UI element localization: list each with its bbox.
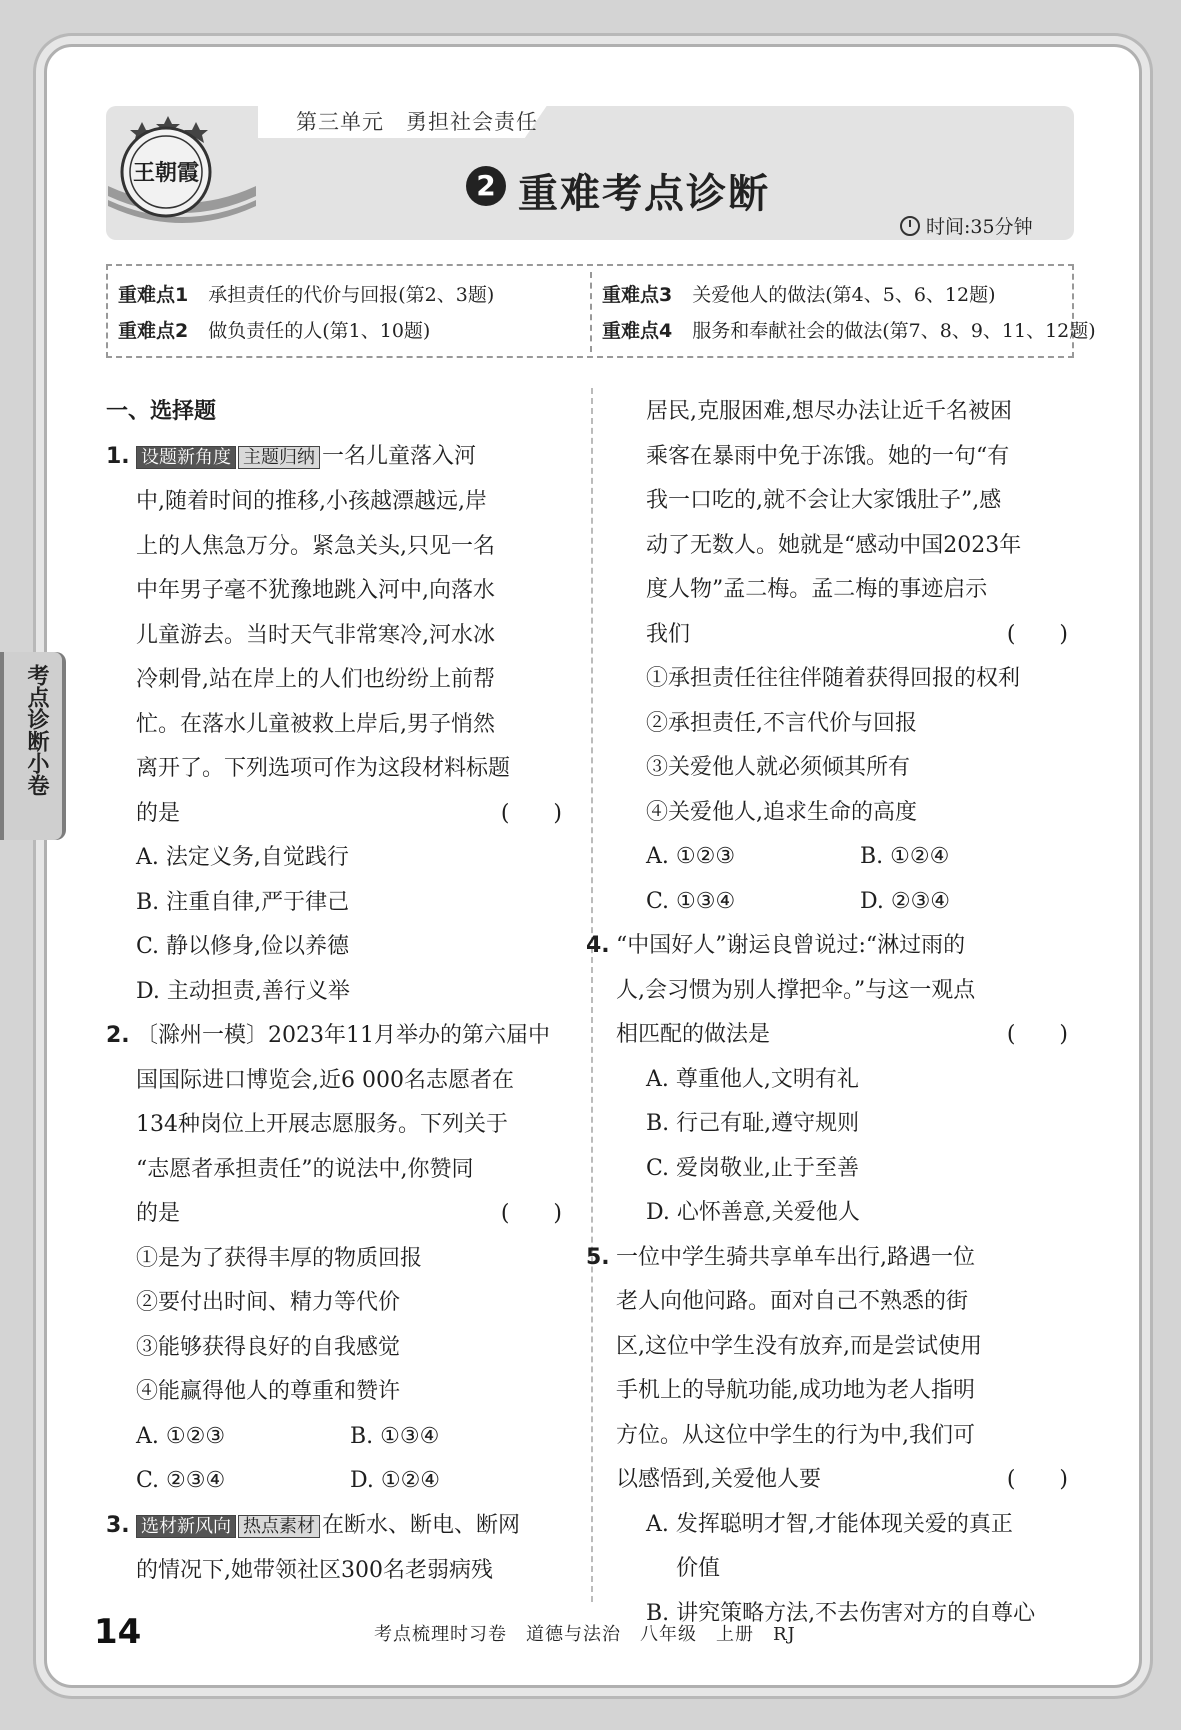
section-title: 重难考点诊断 [518,171,770,217]
tag-theme: 主题归纳 [238,446,320,469]
statement: ②承担责任,不言代价与回报 [646,710,917,736]
publisher-logo [108,116,256,234]
options-row [106,1459,568,1504]
question-line: 我一口吃的,就不会让大家饿肚子”,感 [646,488,1002,513]
question-number: 1. [106,443,130,469]
question-line: 动了无数人。她就是“感动中国2023年 [646,532,1022,558]
side-tab-label: 考点诊断小卷 [24,664,49,796]
question-line: 人,会习惯为别人撑把伞。”与这一观点 [616,977,976,1003]
answer-blank[interactable]: ( ) [1006,1022,1068,1047]
statement: ②要付出时间、精力等代价 [136,1290,401,1315]
question-number: 3. [106,1512,130,1538]
question-line: 上的人焦急万分。紧急关头,只见一名 [136,533,495,559]
left-column [106,390,568,1594]
section-number: 2 [466,166,506,206]
question-line: 一名儿童落入河 [322,443,477,469]
question-line: 以感悟到,关爱他人要 [616,1467,821,1492]
answer-blank[interactable]: ( ) [1006,1467,1068,1492]
option-d[interactable]: D. 心怀善意,关爱他人 [646,1200,860,1225]
answer-blank[interactable]: ( ) [500,1201,562,1226]
footer-text: 考点梳理时习卷 道德与法治 八年级 上册 RJ [374,1624,796,1645]
statement: ④能赢得他人的尊重和赞许 [136,1379,401,1404]
key-point-4: 重难点4 服务和奉献社会的做法(第7、8、9、11、12题) [602,320,1096,342]
question-line: 儿童游去。当时天气非常寒冷,河水冰 [136,622,495,648]
statement: ③能够获得良好的自我感觉 [136,1334,401,1360]
question-5 [586,1236,1074,1503]
question-line: 我们 [646,621,691,647]
question-line: 区,这位中学生没有放弃,而是尝试使用 [616,1333,982,1359]
question-line: 134种岗位上开展志愿服务。下列关于 [136,1112,508,1137]
page-number: 14 [94,1612,142,1652]
question-number: 5. [586,1244,610,1270]
option-c[interactable]: C. ①③④ [646,888,736,914]
key-point-3: 重难点3 关爱他人的做法(第4、5、6、12题) [602,284,996,306]
option-a-continued: 价值 [676,1556,721,1581]
option-a[interactable]: A. 发挥聪明才智,才能体现关爱的真正 [646,1511,1013,1537]
option-a[interactable]: A. 法定义务,自觉践行 [136,845,349,870]
option-b[interactable]: B. ①②④ [860,844,950,869]
question-number: 4. [586,933,610,958]
option-b[interactable]: B. 讲究策略方法,不去伤害对方的自尊心 [646,1600,1036,1626]
option-a[interactable]: A. 尊重他人,文明有礼 [646,1066,859,1092]
question-line: 居民,克服困难,想尽办法让近千名被困 [646,399,1012,424]
logo-text: 王朝霞 [132,160,200,186]
question-line: 的是 [136,1201,181,1226]
answer-blank[interactable]: ( ) [1006,621,1068,647]
question-number: 2. [106,1023,130,1048]
question-2 [106,1014,568,1237]
statement: ①是为了获得丰厚的物质回报 [136,1245,423,1271]
question-line: 国国际进口博览会,近6 000名志愿者在 [136,1067,514,1093]
right-column [586,390,1074,1636]
options-row [616,880,1074,925]
question-3-continued [616,390,1074,657]
option-b[interactable]: B. 行己有耻,遵守规则 [646,1111,860,1136]
question-line: 乘客在暴雨中免于冻饿。她的一句“有 [646,443,1010,469]
option-a[interactable]: A. ①②③ [646,844,736,869]
question-line: 一位中学生骑共享单车出行,路遇一位 [616,1244,975,1270]
option-c[interactable]: C. 静以修身,俭以养德 [136,934,350,959]
question-4 [586,924,1074,1058]
question-line: 在断水、断电、断网 [322,1512,521,1538]
option-d[interactable]: D. ②③④ [860,888,951,914]
question-line: 的情况下,她带领社区300名老弱病残 [136,1558,493,1583]
key-points-divider [590,272,592,352]
question-1 [106,435,568,837]
statement: ④关爱他人,追求生命的高度 [646,799,917,825]
tag-hot-topic: 热点素材 [238,1515,320,1538]
question-3 [106,1504,568,1594]
question-line: 中,随着时间的推移,小孩越漂越远,岸 [136,489,487,514]
question-line: 中年男子毫不犹豫地跳入河中,向落水 [136,578,495,603]
option-a[interactable]: A. ①②③ [136,1423,226,1449]
tag-new-trend: 选材新风向 [136,1515,236,1538]
key-point-1: 重难点1 承担责任的代价与回报(第2、3题) [118,284,495,306]
question-line: 冷刺骨,站在岸上的人们也纷纷上前帮 [136,667,495,692]
question-line: “中国好人”谢运良曾说过:“淋过雨的 [616,933,966,958]
tag-new-angle: 设题新角度 [136,446,236,469]
question-line: 方位。从这位中学生的行为中,我们可 [616,1422,975,1448]
question-line: 手机上的导航功能,成功地为老人指明 [616,1378,975,1403]
time-label: 时间:35分钟 [926,216,1033,238]
option-b[interactable]: B. 注重自律,严于律己 [136,889,350,915]
question-line: 的是 [136,800,181,826]
option-d[interactable]: D. ①②④ [350,1468,441,1493]
question-line: “志愿者承担责任”的说法中,你赞同 [136,1156,474,1182]
unit-title: 第三单元 勇担社会责任 [296,110,538,134]
option-d[interactable]: D. 主动担责,善行义举 [136,978,350,1004]
time-row [900,212,1033,239]
statement: ①承担责任往往伴随着获得回报的权利 [646,666,1021,691]
question-line: 忙。在落水儿童被救上岸后,男子悄然 [136,711,495,737]
options-row [616,835,1074,880]
answer-blank[interactable]: ( ) [500,800,562,826]
key-point-2: 重难点2 做负责任的人(第1、10题) [118,320,431,342]
question-line: 〔滁州一模〕2023年11月举办的第六届中 [136,1023,550,1048]
question-line: 度人物”孟二梅。孟二梅的事迹启示 [646,577,988,602]
statement: ③关爱他人就必须倾其所有 [646,755,911,780]
question-line: 老人向他问路。面对自己不熟悉的街 [616,1289,969,1314]
option-b[interactable]: B. ①③④ [350,1423,440,1449]
question-line: 相匹配的做法是 [616,1022,771,1047]
option-c[interactable]: C. 爱岗敬业,止于至善 [646,1155,860,1181]
option-c[interactable]: C. ②③④ [136,1468,226,1493]
question-line: 离开了。下列选项可作为这段材料标题 [136,756,511,781]
options-row [106,1415,568,1460]
section-heading: 一、选择题 [106,399,217,424]
clock-icon [900,216,920,236]
